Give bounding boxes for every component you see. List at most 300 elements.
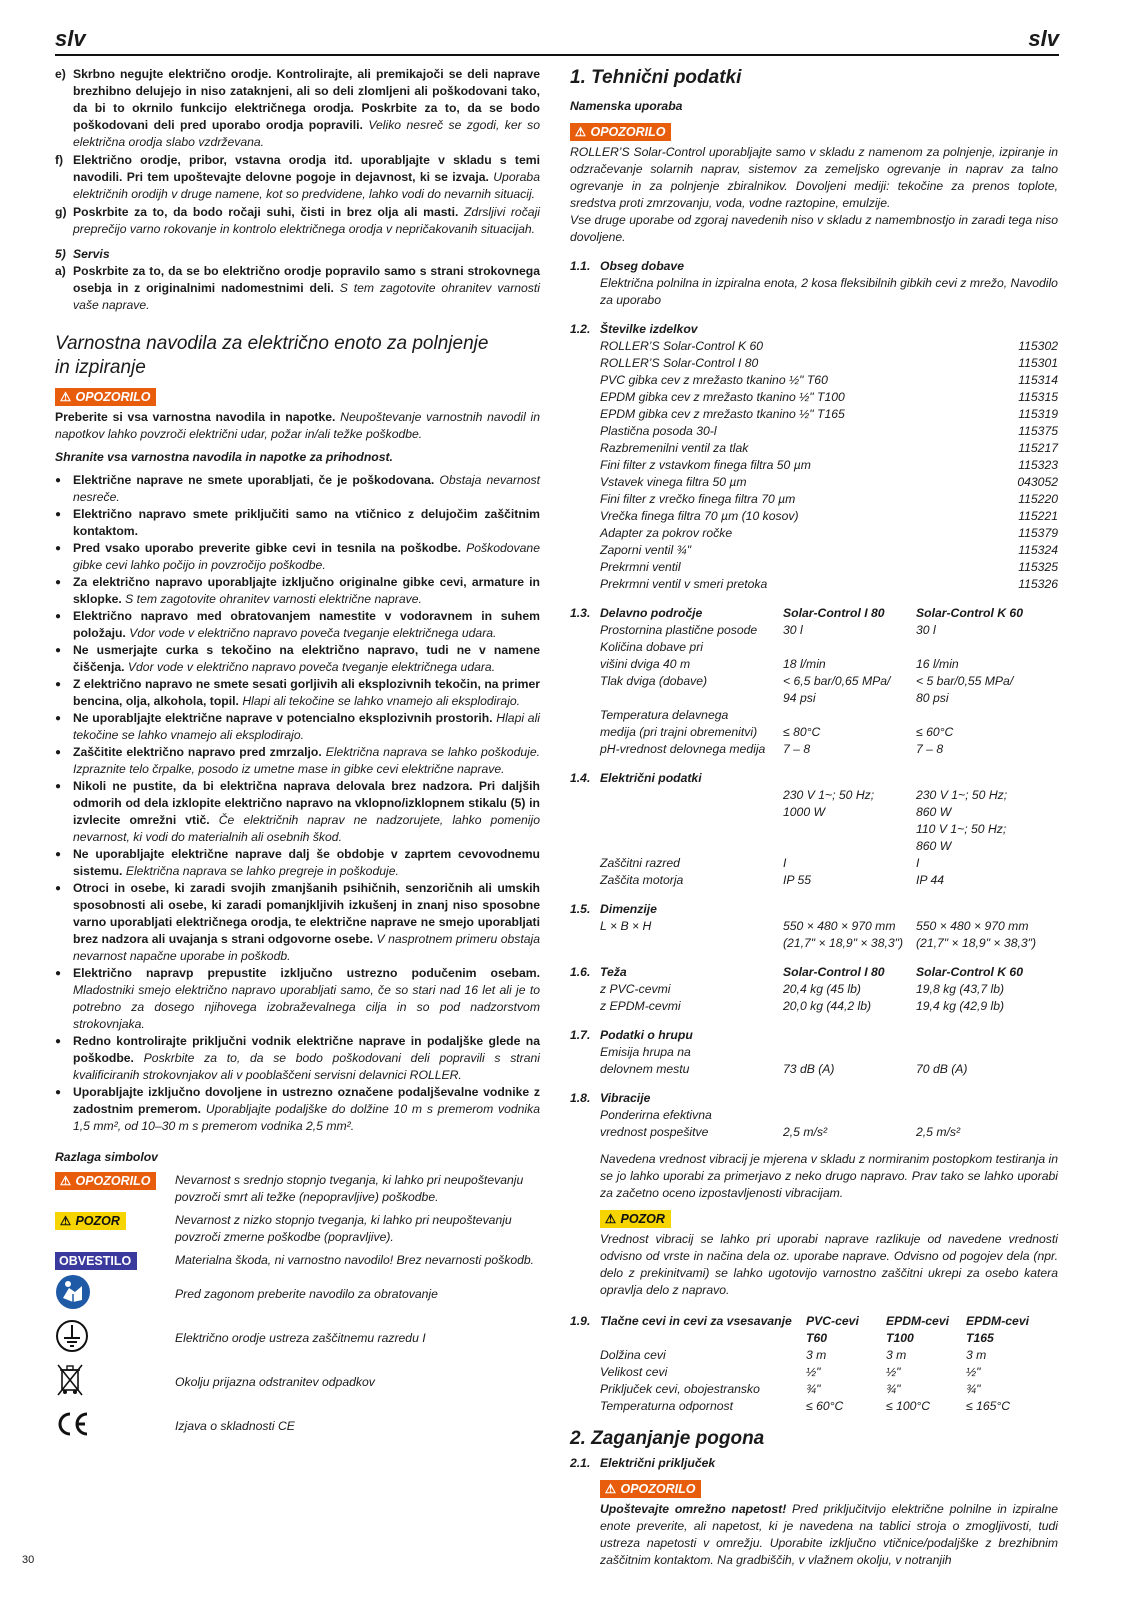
spec-header-cell <box>783 1090 916 1107</box>
spec-row <box>570 724 1058 741</box>
bullet-italic: Poškodovane gibke cevi lahko počijo in povzročijo poškodbe. <box>73 541 540 572</box>
spec-value-2: 230 V 1~; 50 Hz; <box>916 788 1008 802</box>
rule-item <box>55 152 540 203</box>
hose-row <box>570 1347 1058 1364</box>
rule-item <box>55 66 540 151</box>
spec-value-1 <box>783 639 916 656</box>
right-column <box>570 66 1058 1569</box>
bullet-italic: Mladostniki smejo električno napravo uporabljati samo, če so stari nad 16 let ali je to potrebno za dosego njihovega izobraževalnega cilja in so pod nadzorstvom strokovnjaka. <box>73 983 540 1031</box>
rule-bold: Poskrbite za to, da bodo ročaji suhi, čisti in brez olja ali masti. <box>73 205 459 219</box>
hose-row <box>570 1381 1058 1398</box>
article-name: Adapter za pokrov ročke <box>600 526 733 540</box>
article-row <box>600 508 1058 525</box>
bullet-italic: Obstaja nevarnost nesreče. <box>73 473 540 504</box>
article-name: ROLLER’S Solar-Control K 60 <box>600 339 764 353</box>
spec-header-cell: Solar-Control K 60 <box>916 606 1023 620</box>
hose-value: ¾" <box>806 1382 821 1396</box>
spec-value-1: 230 V 1~; 50 Hz; <box>783 788 875 802</box>
symbol-row <box>55 1362 540 1403</box>
rule-list <box>55 66 540 238</box>
rule-label: e) <box>55 67 66 81</box>
spec-header-cell <box>783 901 916 918</box>
spec-label <box>600 690 783 707</box>
keep-instructions: Shranite vsa varnostna navodila in napotke za prihodnost. <box>55 450 393 464</box>
bullet-italic: S tem zagotovite ohranitev varnosti električne naprave. <box>125 592 422 606</box>
spec-header-cell: Električni podatki <box>600 771 702 785</box>
article-row <box>600 440 1058 457</box>
spec-value-2: I <box>916 856 920 870</box>
symbol-row <box>55 1252 540 1270</box>
spec-value-1 <box>783 821 916 838</box>
article-name: Prekrmni ventil v smeri pretoka <box>600 577 768 591</box>
spec-value-2: < 5 bar/0,55 MPa/ <box>916 674 1014 688</box>
spec-label: višini dviga 40 m <box>600 657 691 671</box>
symbol-row <box>55 1319 540 1358</box>
spec-value-1: < 6,5 bar/0,65 MPa/ <box>783 674 891 688</box>
spec-table <box>570 605 1058 758</box>
triangle-icon: ⚠ <box>59 1214 72 1228</box>
article-row <box>600 406 1058 423</box>
vibration-text: Navedena vrednost vibracij je mjerena v skladu z normiranim postopkom testiranja in se jo lahko uporabi za primerjavo z neko drugo napravo. Prav tako se lahko uporabi za začetno oceno izpostavljenosti vibracijam. <box>600 1152 1058 1200</box>
safety-bullet <box>55 676 540 710</box>
spec-label: pH-vrednost delovnega medija <box>600 742 766 756</box>
spec-value-1: 73 dB (A) <box>783 1062 835 1076</box>
spec-row <box>570 656 1058 673</box>
hose-value: 3 m <box>806 1348 827 1362</box>
hose-value: ½" <box>806 1365 821 1379</box>
spec-value-2: 19,8 kg (43,7 lb) <box>916 982 1005 996</box>
symbol-description: Izjava o skladnosti CE <box>175 1418 295 1433</box>
warning-triangle-icon: ⚠ <box>59 390 72 404</box>
section-2-heading: 2. Zaganjanje pogona <box>570 1428 765 1449</box>
spec-row <box>570 622 1058 639</box>
spec-value-2: 30 l <box>916 623 936 637</box>
spec-row <box>570 998 1058 1015</box>
section-1-9 <box>570 1313 1058 1415</box>
spec-label <box>600 821 783 838</box>
spec-header-cell <box>916 770 1058 787</box>
spec-label: vrednost pospešitve <box>600 1125 709 1139</box>
left-column <box>55 66 540 1445</box>
article-row <box>600 491 1058 508</box>
rule-italic: Veliko nesreč se zgodi, ker so električna orodja slabo vzdrževana. <box>73 118 540 149</box>
rule-item <box>55 204 540 238</box>
intended-use-title: Namenska uporaba <box>570 99 683 113</box>
spec-value-1: 94 psi <box>783 691 816 705</box>
symbols-title: Razlaga simbolov <box>55 1150 158 1164</box>
spec-label: Temperatura delavnega <box>600 708 729 722</box>
safety-bullet <box>55 710 540 744</box>
article-row <box>600 525 1058 542</box>
spec-label: Ponderirna efektivna <box>600 1108 712 1122</box>
servis-item-label: a) <box>55 264 66 278</box>
spec-row <box>570 707 1058 724</box>
article-name: EPDM gibka cev z mrežasto tkanino ½" T100 <box>600 390 845 404</box>
spec-header-cell <box>783 770 916 787</box>
spec-table <box>570 901 1058 952</box>
bullet-bold: Z električno napravo ne smete sesati gorljivih ali eksplozivnih tekočin, na primer bencina, olja, alkohola, topil. <box>73 677 540 708</box>
safety-bullet-list <box>55 472 540 1135</box>
servis-title: Servis <box>73 247 110 261</box>
read-manual-icon <box>55 1274 175 1315</box>
bullet-italic: V nasprotnem primeru obstaja nevarnost napačne uporabe in poškodb. <box>73 932 540 963</box>
article-name: ROLLER’S Solar-Control I 80 <box>600 356 759 370</box>
article-code: 115220 <box>1018 492 1058 506</box>
symbol-description: Nevarnost s srednjo stopnjo tveganja, ki lahko pri neupoštevanju povzroči smrt ali težke (nepopravljive) poškodbe. <box>175 1173 524 1204</box>
spec-header-cell: 1.6. <box>570 965 591 979</box>
caution-triangle-icon: ⚠ <box>604 1212 617 1226</box>
article-code: 043052 <box>1017 475 1058 489</box>
caution-badge: ⚠ POZOR <box>55 1212 175 1246</box>
safety-bullet <box>55 846 540 880</box>
spec-table <box>570 964 1058 1015</box>
bullet-bold: Za električno napravo uporabljajte izključno originalne gibke cevi, armature in sklopke. <box>73 575 540 606</box>
spec-row <box>570 1044 1058 1061</box>
safety-bullet <box>55 1084 540 1135</box>
spec-value-1: 20,4 kg (45 lb) <box>783 982 861 996</box>
bullet-bold: Električno napravp prepustite izključno ustrezno podučenim osebam. <box>73 966 540 980</box>
page-number: 30 <box>22 1554 35 1566</box>
spec-table <box>570 770 1058 889</box>
safety-bullet <box>55 744 540 778</box>
section-1-3 <box>570 605 1058 758</box>
protective-earth-icon <box>55 1319 175 1358</box>
hose-row <box>570 1398 1058 1415</box>
safety-bullet <box>55 1033 540 1084</box>
article-code: 115325 <box>1018 560 1058 574</box>
electrical-connection-text: Upoštevajte omrežno napetost! Pred priključitvijo električne polnilne in izpiralne enote preverite, ali napetost, ki je navedena na tablici stroja o zmogljivosti, tudi ustreza napetosti v omrežju. Uporabite izključno vtičnice/podaljške z brezhibnim zaščitnim kontaktom. Na gradbiščih, v vlažnem okolju, v notranjih <box>600 1502 1058 1567</box>
spec-label: Zaščita motorja <box>600 873 684 887</box>
hose-value: ½" <box>966 1365 981 1379</box>
page-header <box>55 24 1059 56</box>
article-code: 115301 <box>1018 356 1058 370</box>
safety-bullet <box>55 540 540 574</box>
article-code: 115221 <box>1018 509 1058 523</box>
rule-italic: Zdrsljivi ročaji preprečijo varno rokovanje in kontrolo električnega orodja v nepričakovanih situacijah. <box>73 205 540 236</box>
spec-label: Prostornina plastične posode <box>600 623 758 637</box>
spec-row <box>570 821 1058 838</box>
rule-label: g) <box>55 205 67 219</box>
hose-value: ½" <box>886 1365 901 1379</box>
spec-label <box>600 804 783 821</box>
rule-text <box>73 204 540 238</box>
header-language-left: slv <box>55 26 86 51</box>
vibration-caution-text: Vrednost vibracij se lahko pri uporabi naprave razlikuje od navedene vrednosti odvisno od vrste in načina dela oz. uporabe naprave. Odvisno od pogojev dela (npr. delo z prekinitvami) se lahko ugotovijo varnostno zaščitni ukrepi za osebo katera opravlja delo z napravo. <box>600 1232 1058 1297</box>
spec-row <box>570 872 1058 889</box>
spec-value-2: 860 W <box>916 839 952 853</box>
article-name: EPDM gibka cev z mrežasto tkanino ½" T165 <box>600 407 845 421</box>
spec-header-cell: Podatki o hrupu <box>600 1028 693 1042</box>
spec-value-2: 19,4 kg (42,9 lb) <box>916 999 1005 1013</box>
spec-header-cell <box>916 1090 1058 1107</box>
bullet-bold: Ne uporabljajte električne naprave dalj še obdobje v zaprtem cevovodnemu sistemu. <box>73 847 540 878</box>
spec-label: Zaščitni razred <box>600 856 680 870</box>
spec-value-1 <box>783 838 916 855</box>
symbol-description: Okolju prijazna odstranitev odpadkov <box>175 1375 375 1389</box>
article-code: 115314 <box>1018 373 1058 387</box>
spec-header-cell: 1.8. <box>570 1091 591 1105</box>
spec-value-1 <box>783 707 916 724</box>
spec-row <box>570 855 1058 872</box>
servis-section <box>55 246 540 314</box>
hose-row <box>570 1364 1058 1381</box>
spec-label <box>600 935 783 952</box>
spec-value-2: 16 l/min <box>916 657 959 671</box>
hose-label: Dolžina cevi <box>600 1348 666 1362</box>
bullet-bold: Električno napravo med obratovanjem namestite v vodoravnem in suhem položaju. <box>73 609 540 640</box>
warning-badge: ⚠ OPOZORILO <box>600 1480 701 1498</box>
spec-header-cell: Solar-Control I 80 <box>783 606 885 620</box>
safety-title-line2: in izpiranje <box>55 357 146 378</box>
spec-value-2: 7 – 8 <box>916 742 944 756</box>
warning-triangle-icon: ⚠ <box>604 1482 617 1496</box>
spec-row <box>570 673 1058 690</box>
safety-bullet <box>55 608 540 642</box>
spec-value-2 <box>916 1107 1058 1124</box>
safety-bullet <box>55 880 540 965</box>
bullet-italic: Hlapi ali tekočine se lahko vnamejo ali eksplodirajo. <box>242 694 521 708</box>
spec-header-cell: Solar-Control K 60 <box>916 965 1023 979</box>
bullet-italic: Vdor vode v električno napravo poveča tveganje električnega udara. <box>127 660 496 674</box>
spec-value-2: (21,7" × 18,9" × 38,3") <box>916 936 1037 950</box>
spec-value-2 <box>916 1044 1058 1061</box>
article-name: PVC gibka cev z mrežasto tkanino ½" T60 <box>600 373 828 387</box>
bullet-bold: Otroci in osebe, ki zaradi svojih zmanjšanih psihičnih, senzoričnih ali umskih sposobnosti ali osebe, ki zaradi pomanjkljivih izkušenj in znanj niso sposobne varno uporabljati električnega orodja, te električne naprave ne smejo uporabljati brez nadzora ali uvajanja s strani odgovorne osebe. <box>73 881 540 946</box>
symbol-row <box>55 1212 540 1246</box>
section-1-5 <box>570 901 1058 952</box>
header-language-right: slv <box>1028 26 1059 51</box>
article-row <box>600 542 1058 559</box>
weee-bin-icon <box>55 1362 175 1403</box>
section-2-1: 2.1. Električni priključek <box>570 1456 716 1470</box>
article-name: Fini filter z vstavkom finega filtra 50 µm <box>600 458 811 472</box>
servis-label: 5) <box>55 247 66 261</box>
safety-bullet <box>55 506 540 540</box>
hose-value: ≤ 100°C <box>886 1399 931 1413</box>
spec-row <box>570 1124 1058 1141</box>
bullet-bold: Ne usmerjajte curka s tekočino na električno napravo, tudi ne v namene čiščenja. <box>73 643 540 674</box>
hose-value: ≤ 165°C <box>966 1399 1011 1413</box>
article-code: 115315 <box>1018 390 1058 404</box>
spec-value-2: 110 V 1~; 50 Hz; <box>916 822 1007 836</box>
spec-value-2 <box>916 707 1058 724</box>
safety-bullet <box>55 965 540 1033</box>
section-1-1: 1.1. Obseg dobave <box>570 259 684 273</box>
safety-title-line1: Varnostna navodila za električno enoto za polnjenje <box>55 333 489 354</box>
spec-header-cell: 1.5. <box>570 902 591 916</box>
warning-triangle-icon: ⚠ <box>574 125 587 139</box>
intended-use-text: ROLLER’S Solar-Control uporabljajte samo v skladu z namenom za polnjenje, izpiranje in odzračevanje solarnih naprav, sistemov za zemeljsko ogrevanje in naprav za talno ogrevanje in za polnjenje zbiralnikov. Dovoljeni mediji: tekočine za prenos toplote, sredstva proti zmrzovanju, voda, vodne raztopine, emulzije. <box>570 145 1058 210</box>
spec-value-2: 70 dB (A) <box>916 1062 968 1076</box>
bullet-bold: Redno kontrolirajte priključni vodnik električne naprave in podaljške glede na poškodbe. <box>73 1034 540 1065</box>
spec-value-1 <box>783 1107 916 1124</box>
spec-row <box>570 918 1058 935</box>
symbol-row <box>55 1172 540 1206</box>
section-1-7 <box>570 1027 1058 1078</box>
rule-italic: Uporaba električnih orodijh v druge namene, kot so predvidene, lahko vodi do nevarnih situacij. <box>73 170 540 201</box>
bullet-italic: Poskrbite za to, da se bodo poškodovani deli popravili s strani kvalificiranih strokovnjakov ali v pooblaščeni servisni delavnici ROLLER. <box>73 1051 540 1082</box>
spec-value-1 <box>783 1044 916 1061</box>
spec-value-1: ≤ 80°C <box>783 725 821 739</box>
spec-value-2: IP 44 <box>916 873 945 887</box>
spec-value-2: 2,5 m/s² <box>916 1125 961 1139</box>
bullet-bold: Nikoli ne pustite, da bi električna naprava delovala brez nadzora. Pri daljših odmorih od dela izklopite električno napravo na vklopno/izklopnem stikalu (5) in izvlecite omrežni vtič. <box>73 779 540 827</box>
rule-bold: Električno orodje, pribor, vstavna orodja itd. uporabljajte v skladu s temi navodili. Pri tem upoštevajte delovne pogoje in dejavnost, ki se izvaja. <box>73 153 540 184</box>
safety-bullet <box>55 472 540 506</box>
spec-row <box>570 787 1058 804</box>
scope-of-delivery: Električna polnilna in izpiralna enota, 2 kosa fleksibilnih gibkih cevi z mrežo, Navodilo za uporabo <box>600 276 1058 307</box>
article-code: 115324 <box>1018 543 1058 557</box>
bullet-bold: Električne naprave ne smete uporabljati, če je poškodovana. <box>73 473 435 487</box>
spec-header-cell <box>916 901 1058 918</box>
spec-row <box>570 690 1058 707</box>
symbol-description: Električno orodje ustreza zaščitnemu razredu I <box>175 1331 426 1345</box>
article-row <box>600 355 1058 372</box>
servis-item-bold: Poskrbite za to, da se bo električno orodje popravilo samo s strani strokovnega osebja in z originalnimi nadomestnimi deli. <box>73 264 540 295</box>
spec-row <box>570 981 1058 998</box>
spec-header-cell: Dimenzije <box>600 902 657 916</box>
bullet-bold: Električno napravo smete priključiti samo na vtičnico z delujočim zaščitnim kontaktom. <box>73 507 540 538</box>
spec-label: L × B × H <box>600 919 652 933</box>
spec-value-1: 7 – 8 <box>783 742 811 756</box>
article-row <box>600 559 1058 576</box>
hose-value: 3 m <box>886 1348 907 1362</box>
article-name: Zaporni ventil ¾" <box>600 543 692 557</box>
spec-label: Količina dobave pri <box>600 640 703 654</box>
article-code: 115379 <box>1018 526 1058 540</box>
bullet-italic: Električna naprava se lahko poškoduje. Izpraznite telo črpalke, posodo iz umetne mase in gibke cevi električne naprave. <box>73 745 540 776</box>
spec-value-1: 20,0 kg (44,2 lb) <box>783 999 872 1013</box>
article-name: Vstavek vinega filtra 50 µm <box>600 475 747 489</box>
hose-value: 3 m <box>966 1348 987 1362</box>
hose-value: ¾" <box>966 1382 981 1396</box>
spec-label: z EPDM-cevmi <box>600 999 681 1013</box>
article-code: 115302 <box>1018 339 1058 353</box>
triangle-icon: ⚠ <box>59 1174 72 1188</box>
symbol-row <box>55 1407 540 1445</box>
spec-value-2: ≤ 60°C <box>916 725 954 739</box>
symbols-list <box>55 1172 540 1445</box>
spec-value-1: 18 l/min <box>783 657 826 671</box>
bullet-italic: Hlapi ali tekočine se lahko vnamejo ali eksplodirajo. <box>73 711 540 742</box>
article-code: 115375 <box>1018 424 1058 438</box>
ce-mark-icon <box>55 1410 175 1443</box>
spec-table <box>570 1090 1058 1141</box>
bullet-bold: Ne uporabljajte električne naprave v potencialno eksplozivnih prostorih. <box>73 711 493 725</box>
intended-use-text2: Vse druge uporabe od zgoraj navedenih niso v skladu z namembnostjo in zaradi tega niso dovoljene. <box>570 213 1058 244</box>
spec-value-1: 1000 W <box>783 805 826 819</box>
spec-header-cell: 1.7. <box>570 1028 591 1042</box>
spec-value-2: 550 × 480 × 970 mm <box>916 919 1029 933</box>
article-name: Razbremenilni ventil za tlak <box>600 441 749 455</box>
spec-header-cell <box>783 1027 916 1044</box>
article-row <box>600 474 1058 491</box>
spec-row <box>570 1061 1058 1078</box>
safety-bullet <box>55 778 540 846</box>
rule-text <box>73 152 540 203</box>
article-row <box>600 457 1058 474</box>
hose-table: 1.9. Tlačne cevi in cevi za vsesavanje PVC-cevi EPDM-cevi EPDM-cevi T60 T100 T165 Dolžina cevi 3 m 3 m 3 m Velikost cevi ½" ½" ½" Priključek cevi, obojestransko ¾" ¾" ¾" Temperaturna odpornost ≤ 60°C ≤ 100°C ≤ 165°C <box>570 1313 1058 1415</box>
article-code: 115217 <box>1018 441 1058 455</box>
symbol-description: Pred zagonom preberite navodilo za obratovanje <box>175 1287 438 1301</box>
spec-value-1: 2,5 m/s² <box>783 1125 828 1139</box>
section-1-6 <box>570 964 1058 1015</box>
symbol-description: Materialna škoda, ni varnostno navodilo! Brez nevarnosti poškodb. <box>175 1253 535 1267</box>
bullet-bold: Zaščitite električno napravo pred zmrzaljo. <box>73 745 322 759</box>
rule-label: f) <box>55 153 64 167</box>
section-1-8 <box>570 1090 1058 1141</box>
spec-label <box>600 838 783 855</box>
spec-label: Tlak dviga (dobave) <box>600 674 708 688</box>
spec-value-2: 80 psi <box>916 691 949 705</box>
rule-bold: Skrbno negujte električno orodje. Kontrolirajte, ali premikajoči se deli naprave brezhibno delujejo in niso zataknjeni, ali so deli zlomljeni ali poškodovani tako, da bi to okrnilo funkcijo električnega orodja. Poskrbite za to, da se bodo poškodovani deli pred uporabo orodja popravili. <box>73 67 540 132</box>
spec-table <box>570 1027 1058 1078</box>
article-name: Fini filter z vrečko finega filtra 70 µm <box>600 492 796 506</box>
spec-label: delovnem mestu <box>600 1062 690 1076</box>
article-row <box>600 338 1058 355</box>
article-numbers-list <box>570 338 1058 593</box>
spec-value-1: (21,7" × 18,9" × 38,3") <box>783 936 904 950</box>
spec-row <box>570 741 1058 758</box>
spec-label: medija (pri trajni obremenitvi) <box>600 725 758 739</box>
spec-value-1: 30 l <box>783 623 803 637</box>
notice-badge: OBVESTILO <box>55 1252 175 1270</box>
symbol-description: Nevarnost z nizko stopnjo tveganja, ki lahko pri neupoštevanju povzroči zmerne poškodbe (popravljive). <box>175 1213 512 1244</box>
servis-item-italic: S tem zagotovite ohranitev varnosti vaše naprave. <box>73 281 540 312</box>
spec-header-cell <box>916 1027 1058 1044</box>
hose-label: Temperaturna odpornost <box>600 1399 734 1413</box>
hose-value: ¾" <box>886 1382 901 1396</box>
section-1-heading: 1. Tehnični podatki <box>570 67 742 88</box>
article-name: Plastična posoda 30-l <box>600 424 717 438</box>
spec-row <box>570 838 1058 855</box>
bullet-italic: Vdor vode v električno napravo poveča tveganje električnega udara. <box>129 626 497 640</box>
intro-paragraph: Preberite si vsa varnostna navodila in napotke. Neupoštevanje varnostnih navodil in napotkov lahko povzroči električni udar, požar in/ali težke poškodbe. <box>55 410 540 441</box>
spec-label <box>600 787 783 804</box>
rule-text <box>73 66 540 151</box>
safety-bullet <box>55 574 540 608</box>
warning-badge: ⚠ OPOZORILO <box>55 1172 175 1206</box>
warning-badge: ⚠ OPOZORILO <box>55 388 156 406</box>
bullet-bold: Uporabljajte izključno dovoljene in ustrezno označene podaljševalne vodnike z zadostnim premerom. <box>73 1085 540 1116</box>
article-code: 115319 <box>1018 407 1058 421</box>
article-row <box>600 389 1058 406</box>
symbol-row <box>55 1274 540 1315</box>
bullet-italic: Če električnih naprav ne nadzorujete, lahko pomenijo nevarnost, ki vodi do materialnih ali osebnih škod. <box>73 813 540 844</box>
spec-value-2: 860 W <box>916 805 952 819</box>
spec-value-1: IP 55 <box>783 873 812 887</box>
spec-label: Emisija hrupa na <box>600 1045 691 1059</box>
spec-value-1: I <box>783 856 787 870</box>
bullet-italic: Električna naprava se lahko pregreje in poškoduje. <box>125 864 399 878</box>
article-name: Prekrmni ventil <box>600 560 681 574</box>
warning-badge: ⚠ OPOZORILO <box>570 123 671 141</box>
hose-label: Velikost cevi <box>600 1365 668 1379</box>
spec-label: z PVC-cevmi <box>600 982 671 996</box>
hose-value: ≤ 60°C <box>806 1399 844 1413</box>
article-row <box>600 576 1058 593</box>
spec-header-cell: Teža <box>600 965 627 979</box>
spec-header-cell: Vibracije <box>600 1091 651 1105</box>
caution-badge: ⚠ POZOR <box>600 1210 671 1228</box>
article-row <box>600 372 1058 389</box>
spec-header-cell: 1.3. <box>570 606 591 620</box>
hose-label: Priključek cevi, obojestransko <box>600 1382 760 1396</box>
spec-row <box>570 1107 1058 1124</box>
spec-value-2 <box>916 639 1058 656</box>
bullet-bold: Pred vsako uporabo preverite gibke cevi in tesnila na poškodbe. <box>73 541 462 555</box>
article-code: 115323 <box>1018 458 1058 472</box>
